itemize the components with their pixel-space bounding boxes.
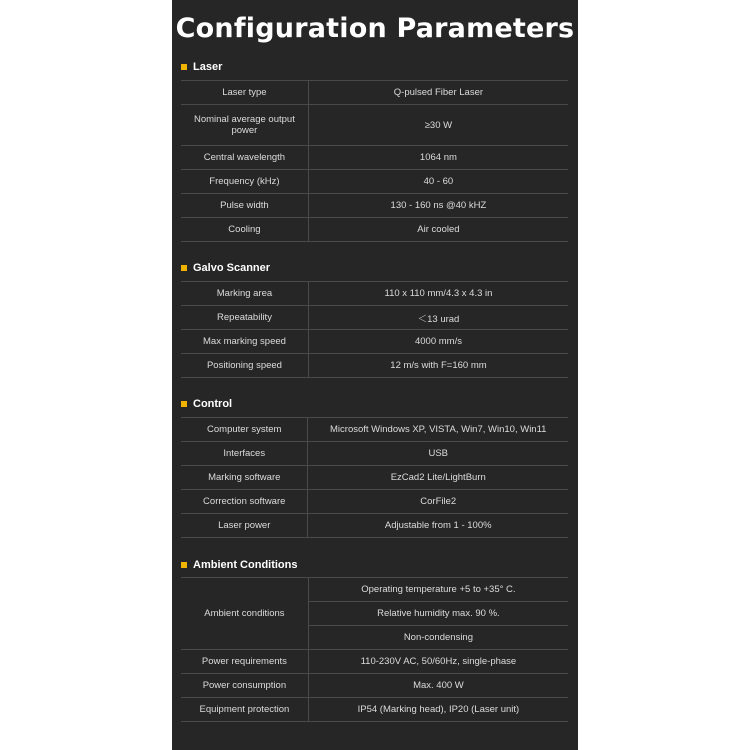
section-header-control xyxy=(181,395,232,413)
table-row xyxy=(181,81,568,105)
table-row xyxy=(181,282,568,306)
param-label: Laser type xyxy=(181,81,308,105)
section-title: Galvo Scanner xyxy=(193,262,271,274)
param-value: Q-pulsed Fiber Laser xyxy=(308,81,568,105)
table-row xyxy=(181,218,568,242)
param-label: Repeatability xyxy=(181,306,308,330)
param-value: ≥30 W xyxy=(308,105,568,146)
page-title: Configuration Parameters xyxy=(175,13,575,44)
param-label: Power requirements xyxy=(181,650,308,674)
param-value: 40 - 60 xyxy=(308,170,568,194)
param-label: Frequency (kHz) xyxy=(181,170,308,194)
param-label: Positioning speed xyxy=(181,354,308,378)
bullet-marker xyxy=(181,265,187,271)
param-label: Ambient conditions xyxy=(181,578,308,650)
bullet-marker xyxy=(181,64,187,70)
param-value: Relative humidity max. 90 %. xyxy=(308,602,568,626)
param-value: 130 - 160 ns @40 kHZ xyxy=(308,194,568,218)
param-label: Central wavelength xyxy=(181,146,308,170)
table-row xyxy=(181,354,568,378)
table-row xyxy=(181,674,568,698)
table-row xyxy=(181,306,568,330)
param-label: Interfaces xyxy=(181,442,308,466)
param-value: USB xyxy=(308,442,568,466)
laser-table xyxy=(181,80,568,242)
param-label: Power consumption xyxy=(181,674,308,698)
section-header-ambient xyxy=(181,556,298,574)
control-table xyxy=(181,417,568,538)
param-value: Non-condensing xyxy=(308,626,568,650)
param-label: Computer system xyxy=(181,418,308,442)
table-row xyxy=(181,170,568,194)
section-header-galvo xyxy=(181,259,270,277)
param-value: Air cooled xyxy=(308,218,568,242)
table-row xyxy=(181,490,568,514)
param-value: 12 m/s with F=160 mm xyxy=(308,354,568,378)
table-row xyxy=(181,194,568,218)
spec-panel xyxy=(172,0,578,750)
param-value: Operating temperature +5 to +35° C. xyxy=(308,578,568,602)
table-row xyxy=(181,105,568,146)
table-row xyxy=(181,442,568,466)
table-row xyxy=(181,698,568,722)
table-row xyxy=(181,418,568,442)
section-title: Control xyxy=(193,398,233,410)
ambient-table xyxy=(181,577,568,722)
table-row xyxy=(181,578,568,602)
table-row xyxy=(181,650,568,674)
param-label: Pulse width xyxy=(181,194,308,218)
galvo-table xyxy=(181,281,568,378)
param-value: Microsoft Windows XP, VISTA, Win7, Win10, Win11 xyxy=(308,418,568,442)
param-value: 1064 nm xyxy=(308,146,568,170)
section-title: Ambient Conditions xyxy=(193,559,298,571)
bullet-marker xyxy=(181,562,187,568)
param-value: 110 x 110 mm/4.3 x 4.3 in xyxy=(308,282,568,306)
param-value: 4000 mm/s xyxy=(308,330,568,354)
section-title: Laser xyxy=(193,61,223,73)
param-value: Adjustable from 1 - 100% xyxy=(308,514,568,538)
table-row xyxy=(181,146,568,170)
section-header-laser xyxy=(181,58,222,76)
param-label: Correction software xyxy=(181,490,308,514)
table-row xyxy=(181,330,568,354)
param-label: Equipment protection xyxy=(181,698,308,722)
table-row xyxy=(181,514,568,538)
param-label: Max marking speed xyxy=(181,330,308,354)
param-value: IP54 (Marking head), IP20 (Laser unit) xyxy=(308,698,568,722)
param-value: Max. 400 W xyxy=(308,674,568,698)
param-label: Laser power xyxy=(181,514,308,538)
param-label: Marking area xyxy=(181,282,308,306)
param-value: ＜13 urad xyxy=(308,306,568,330)
bullet-marker xyxy=(181,401,187,407)
param-label: Marking software xyxy=(181,466,308,490)
param-value: CorFile2 xyxy=(308,490,568,514)
table-row xyxy=(181,466,568,490)
param-label: Cooling xyxy=(181,218,308,242)
param-value: EzCad2 Lite/LightBurn xyxy=(308,466,568,490)
param-value: 110-230V AC, 50/60Hz, single-phase xyxy=(308,650,568,674)
param-label: Nominal average output power xyxy=(181,105,308,146)
